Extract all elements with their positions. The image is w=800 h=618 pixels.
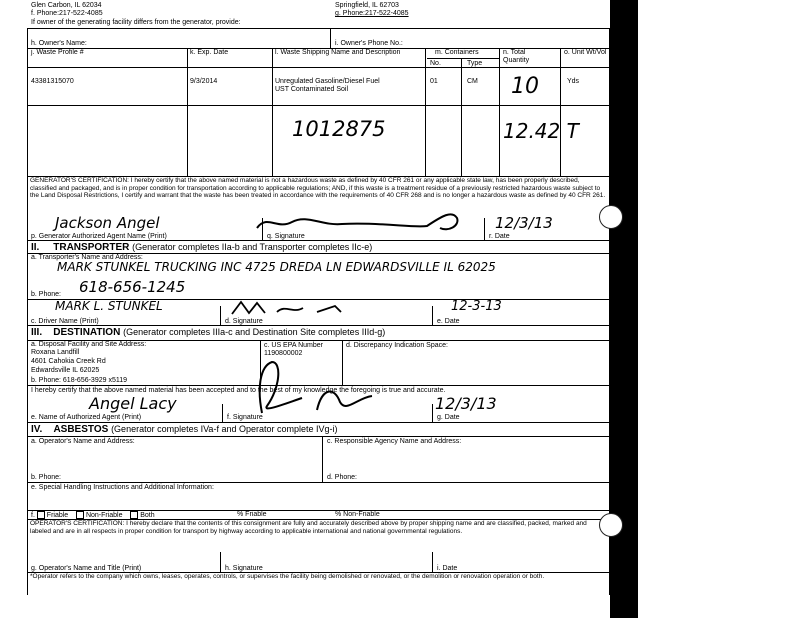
weight-handwritten: 12.42 T <box>503 119 579 143</box>
waste-profile-number: 43381315070 <box>31 78 74 85</box>
transporter-phone-label: b. Phone: <box>31 291 61 298</box>
generator-date-label: r. Date <box>489 233 510 240</box>
generator-phone-line: f. Phone:217-522-4085 <box>31 10 103 17</box>
owners-phone-label: i. Owner's Phone No.: <box>335 40 403 47</box>
non-friable-checkbox[interactable] <box>76 511 84 519</box>
operator-date-label: i. Date <box>437 565 458 572</box>
destination-agent-label: e. Name of Authorized Agent (Print) <box>31 414 142 421</box>
epa-number-label: c. US EPA Number <box>264 342 324 349</box>
containers-no-value: 01 <box>430 78 438 85</box>
friable-label: Friable <box>46 511 69 519</box>
operator-certification-text: OPERATOR'S CERTIFICATION: I hereby declare that the contents of this consignment are fully and accurately described above by proper shipping name and are classified, packed, marked and labeled and are in all respects in proper condition for transport by highway according to applicable international and national governmental regulations. <box>30 520 587 535</box>
section-destination-header <box>31 327 385 338</box>
agency-name-label: c. Responsible Agency Name and Address: <box>327 438 462 445</box>
description-line-2: UST Contaminated Soil <box>275 86 349 93</box>
generator-certification-text: GENERATOR'S CERTIFICATION: I hereby certify that the above named material is not a hazardous waste as defined by 40 CFR 261 or any applicable state law, has been properly described, classified and packaged, and is in proper condition for transportation according to applicable regulations; AND, if this waste is a treatment residue of a previously restricted hazardous waste subject to the Land Disposal Restrictions, I certify and warrant that the waste has been treated in accordance with the requirements of 40 CFR 268 and is no longer a hazardous waste as defined by 40 CFR 261. <box>30 177 606 199</box>
punch-hole-bottom <box>599 513 623 537</box>
transporter-date-handwritten: 12-3-13 <box>451 299 502 314</box>
exp-date-value: 9/3/2014 <box>190 78 218 85</box>
col-containers: m. Containers <box>435 49 479 56</box>
section-number: III. <box>31 327 43 338</box>
section-asbestos-header <box>31 424 338 435</box>
generator-agent-name-handwritten: Jackson Angel <box>55 214 160 232</box>
facility-label: a. Disposal Facility and Site Address: <box>31 341 147 348</box>
section-transporter-header <box>31 242 372 253</box>
friable-checkbox[interactable] <box>37 511 45 519</box>
waste-manifest-form <box>27 0 610 595</box>
destination-agent-handwritten: Angel Lacy <box>89 394 177 413</box>
both-label: Both <box>140 511 155 519</box>
transporter-signature-label: d. Signature <box>225 318 263 325</box>
section-title: ASBESTOS <box>53 424 109 435</box>
section-title: TRANSPORTER <box>53 242 130 253</box>
col-description: l. Waste Shipping Name and Description <box>275 49 401 56</box>
destination-date-handwritten: 12/3/13 <box>435 394 497 413</box>
transporter-name-label: a. Transporter's Name and Address: <box>31 254 143 261</box>
owner-note: If owner of the generating facility differs from the generator, provide: <box>31 19 241 26</box>
operator-footnote: *Operator refers to the company which owns, leases, operates, controls, or supervises the facility being demolished or renovated, or the demolition or renovation operation or both. <box>30 573 545 580</box>
operator-name-title-label: g. Operator's Name and Title (Print) <box>31 565 142 572</box>
section-number: II. <box>31 242 40 253</box>
col-no: No. <box>430 60 441 67</box>
facility-phone: b. Phone: 618-656-3929 x5119 <box>31 377 128 384</box>
agency-phone-label: d. Phone: <box>327 474 357 481</box>
facility-phone-line: g. Phone:217-522-4085 <box>335 10 409 17</box>
non-friable-label: Non-Friable <box>85 511 123 519</box>
section-subtitle: (Generator completes IIIa-c and Destination Site completes IIId-g) <box>123 327 386 337</box>
percent-non-friable-label: % Non-Friable <box>335 511 380 518</box>
facility-address-1: 4601 Cahokia Creek Rd <box>31 358 106 365</box>
operator-phone-label: b. Phone: <box>31 474 61 481</box>
driver-name-handwritten: MARK L. STUNKEL <box>55 299 163 313</box>
owners-name-label: h. Owner's Name: <box>31 40 87 47</box>
transporter-phone-handwritten: 618-656-1245 <box>79 278 186 296</box>
facility-name: Roxana Landfill <box>31 349 80 356</box>
section-subtitle: (Generator completes IVa-f and Operator complete IVg-i) <box>111 424 338 434</box>
col-total-quantity: n. Total Quantity <box>503 49 530 64</box>
ticket-number-handwritten: 1012875 <box>292 117 386 141</box>
section-title: DESTINATION <box>53 327 121 338</box>
epa-number-value: 1190800002 <box>264 350 303 357</box>
driver-signature-mark <box>227 298 357 318</box>
col-waste-profile: j. Waste Profile # <box>31 49 84 56</box>
discrepancy-label: d. Discrepancy Indication Space: <box>346 342 448 349</box>
containers-type-value: CM <box>467 78 478 85</box>
special-handling-label: e. Special Handling Instructions and Additional Information: <box>31 484 214 491</box>
destination-certification-text: I hereby certify that the above named material has been accepted and to the best of my knowledge the foregoing is true and accurate. <box>31 387 446 394</box>
section-subtitle: (Generator completes IIa-b and Transporter completes IIc-e) <box>132 242 373 252</box>
punch-hole-top <box>599 205 623 229</box>
generator-agent-name-label: p. Generator Authorized Agent Name (Print) <box>31 233 167 240</box>
both-checkbox[interactable] <box>130 511 138 519</box>
col-type: Type <box>467 60 483 67</box>
generator-date-handwritten: 12/3/13 <box>495 214 553 232</box>
section-number: IV. <box>31 424 43 435</box>
transporter-date-label: e. Date <box>437 318 460 325</box>
destination-date-label: g. Date <box>437 414 460 421</box>
facility-address-line: Springfield, IL 62703 <box>335 2 399 9</box>
generator-signature-mark <box>252 206 477 236</box>
operator-name-label: a. Operator's Name and Address: <box>31 438 135 445</box>
generator-signature-label: q. Signature <box>267 233 305 240</box>
col-unit: o. Unit Wt/Vol <box>564 49 607 56</box>
destination-signature-label: f. Signature <box>227 414 263 421</box>
friable-options: f. Friable Non-Friable Both <box>31 511 155 519</box>
transporter-name-handwritten: MARK STUNKEL TRUCKING INC 4725 DREDA LN EDWARDSVILLE IL 62025 <box>57 260 496 274</box>
description-line-1: Unregulated Gasoline/Diesel Fuel <box>275 78 380 85</box>
percent-friable-label: % Friable <box>237 511 267 518</box>
col-exp-date: k. Exp. Date <box>190 49 229 56</box>
destination-signature-mark <box>222 358 392 420</box>
driver-name-label: c. Driver Name (Print) <box>31 318 99 325</box>
facility-address-2: Edwardsville IL 62025 <box>31 367 100 374</box>
quantity-handwritten: 10 <box>511 74 539 99</box>
unit-value: Yds <box>567 78 580 85</box>
operator-signature-label: h. Signature <box>225 565 263 572</box>
generator-address-line: Glen Carbon, IL 62034 <box>31 2 102 9</box>
